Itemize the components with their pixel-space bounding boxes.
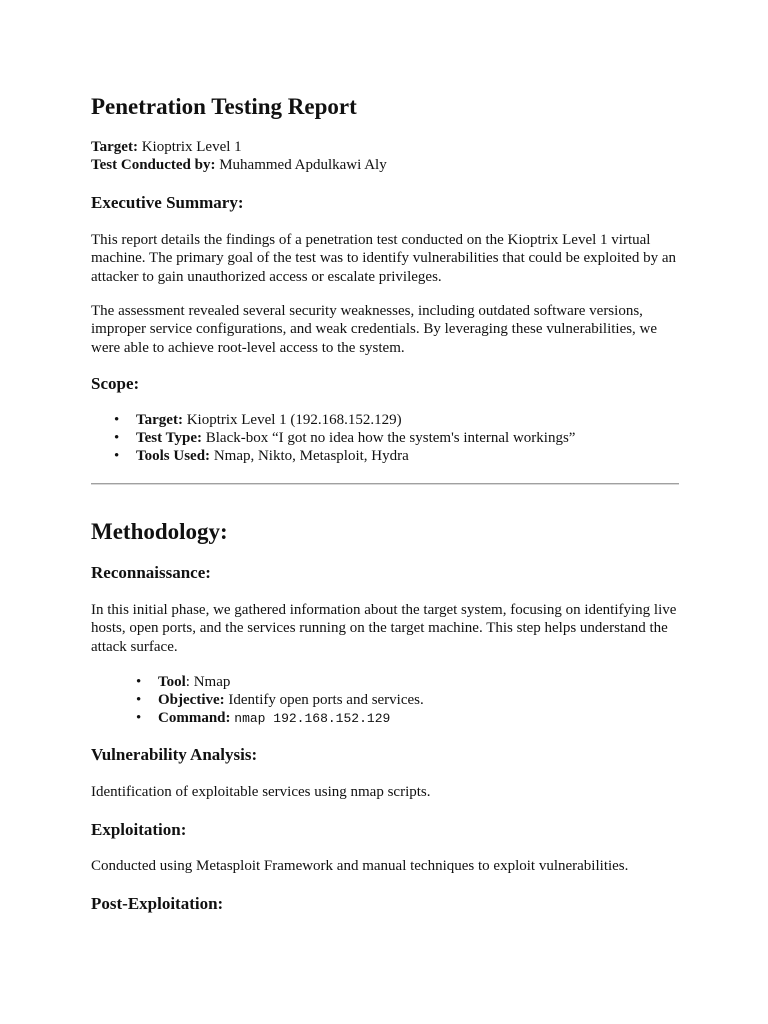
recon-item-value: Identify open ports and services.	[224, 692, 424, 708]
bullet-icon: •	[136, 692, 142, 708]
reconnaissance-heading: Reconnaissance:	[91, 563, 211, 582]
scope-heading: Scope:	[91, 374, 140, 393]
recon-item-tool	[136, 673, 424, 691]
executive-summary-heading: Executive Summary:	[91, 193, 244, 212]
bullet-icon: •	[136, 674, 142, 690]
section-divider	[91, 483, 679, 485]
reconnaissance-list	[136, 673, 424, 728]
recon-item-label: Tool	[158, 674, 186, 690]
reconnaissance-paragraph: In this initial phase, we gathered information about the target system, focusing on identifying live hosts, open ports, and the services running on the target machine. This step helps understand the attack surface.	[91, 602, 677, 655]
scope-item-value: Nmap, Nikto, Metasploit, Hydra	[210, 448, 409, 464]
conducted-by-label: Test Conducted by:	[91, 157, 216, 173]
exploitation-heading: Exploitation:	[91, 820, 187, 839]
recon-item-command	[136, 709, 424, 728]
scope-item-value: Kioptrix Level 1 (192.168.152.129)	[182, 412, 402, 428]
target-line	[91, 138, 242, 156]
scope-item-label: Test Type:	[136, 430, 202, 446]
bullet-icon: •	[136, 710, 142, 726]
recon-item-label: Objective:	[158, 692, 225, 708]
target-value: Kioptrix Level 1	[137, 139, 242, 155]
conducted-by-line	[91, 156, 387, 174]
bullet-icon: •	[114, 412, 120, 428]
scope-item-tools	[114, 447, 575, 465]
report-title: Penetration Testing Report	[91, 94, 357, 119]
methodology-heading: Methodology:	[91, 519, 228, 544]
command-code: nmap 192.168.152.129	[234, 711, 391, 726]
scope-list	[114, 411, 576, 465]
recon-item-objective	[136, 691, 424, 709]
vulnerability-analysis-heading: Vulnerability Analysis:	[91, 745, 258, 764]
target-label: Target:	[91, 139, 138, 155]
vulnerability-analysis-paragraph: Identification of exploitable services using nmap scripts.	[91, 784, 431, 800]
bullet-icon: •	[114, 430, 120, 446]
conducted-by-value: Muhammed Apdulkawi Aly	[215, 157, 387, 173]
recon-item-label: Command:	[158, 710, 231, 726]
executive-summary-paragraph-2: The assessment revealed several security weaknesses, including outdated software versions, improper service configurations, and weak credentials. By leveraging these vulnerabilities, we were able to achieve root-level access to the system.	[91, 303, 658, 356]
recon-item-value: : Nmap	[185, 674, 231, 690]
scope-item-label: Target:	[136, 412, 183, 428]
scope-item-test-type	[114, 429, 576, 447]
scope-item-label: Tools Used:	[136, 448, 211, 464]
scope-item-value: Black-box “I got no idea how the system's internal workings”	[201, 430, 576, 446]
bullet-icon: •	[114, 448, 120, 464]
exploitation-paragraph: Conducted using Metasploit Framework and manual techniques to exploit vulnerabilities.	[91, 858, 629, 874]
post-exploitation-heading: Post-Exploitation:	[91, 894, 224, 913]
executive-summary-paragraph-1: This report details the findings of a penetration test conducted on the Kioptrix Level 1 virtual machine. The primary goal of the test was to identify vulnerabilities that could be exploited by an attacker to gain unauthorized access or escalate privileges.	[91, 232, 676, 285]
scope-item-target	[114, 411, 575, 429]
